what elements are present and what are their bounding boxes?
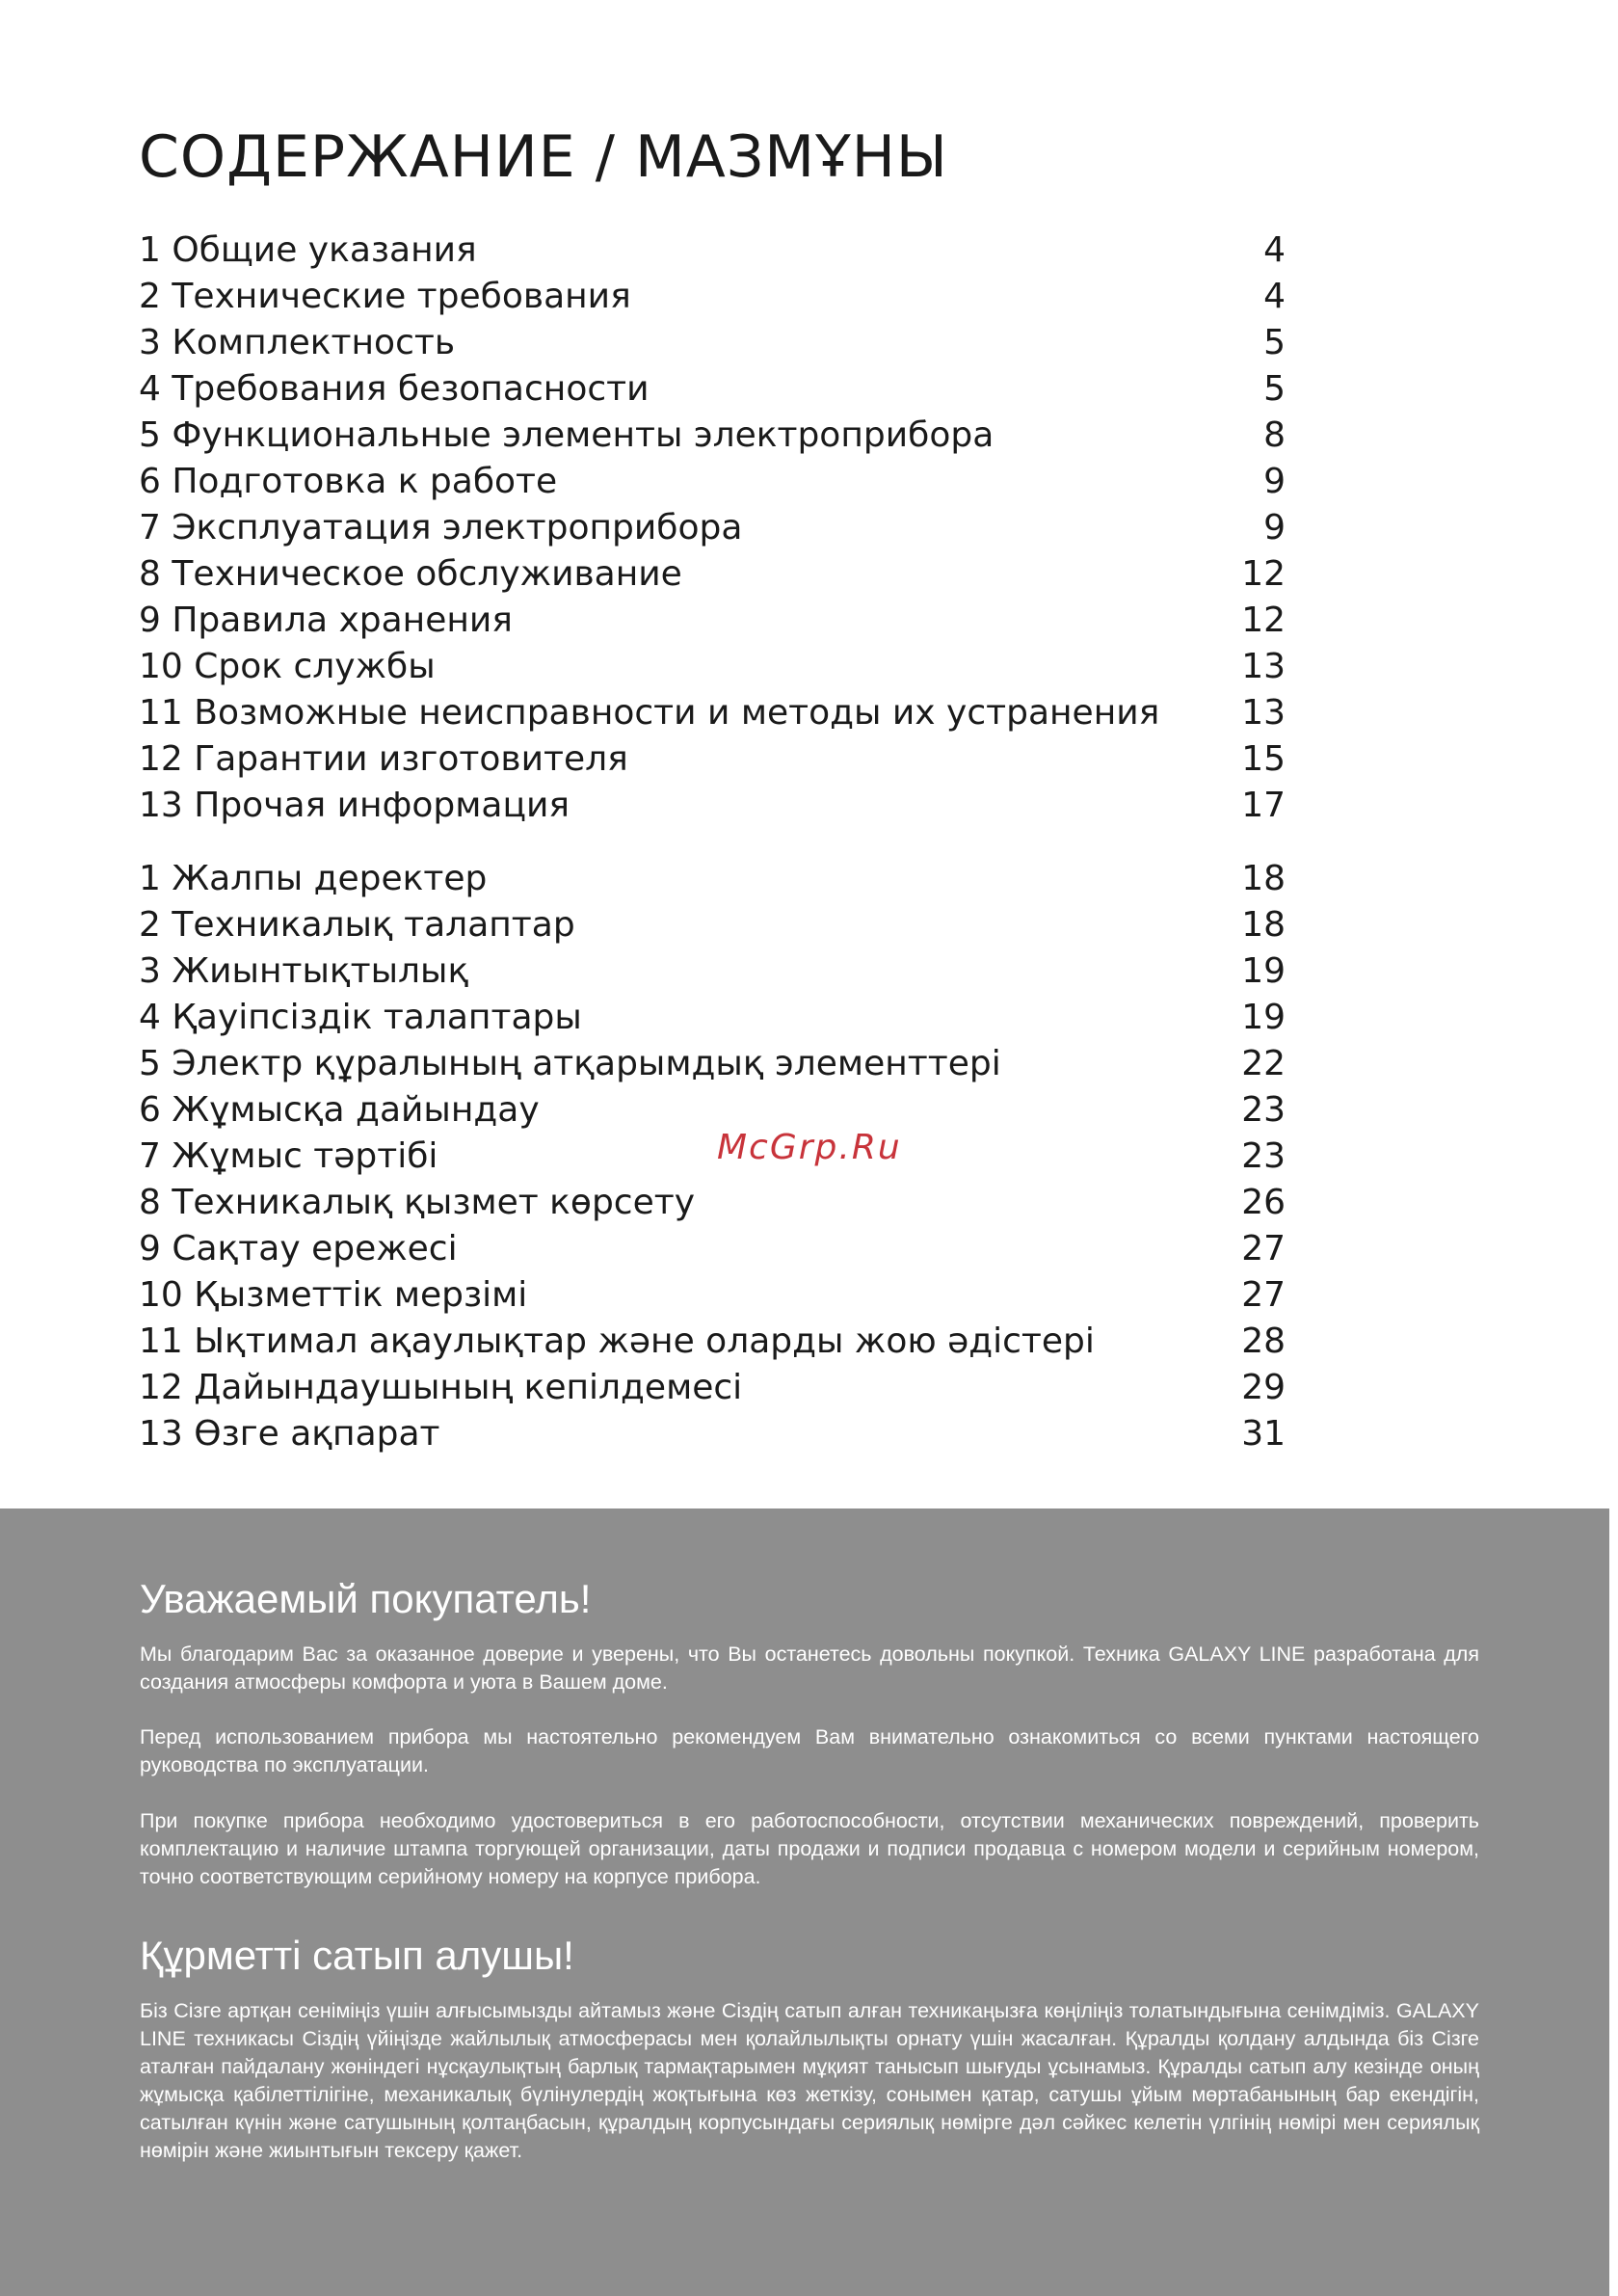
toc-page-number: 15: [1241, 739, 1286, 779]
toc-row: [139, 644, 1286, 690]
toc-row: [139, 1411, 1286, 1457]
toc-label: 4 Қауіпсіздік талаптары: [139, 998, 582, 1037]
page-edge-divider: [1609, 1508, 1618, 2296]
page-title: СОДЕРЖАНИЕ / МАЗМҰНЫ: [139, 123, 948, 191]
toc-row: [139, 1319, 1286, 1365]
toc-row: [139, 1180, 1286, 1226]
toc-row: [139, 1365, 1286, 1411]
toc-label: 10 Қызметтік мерзімі: [139, 1275, 528, 1315]
toc-page-number: 13: [1241, 647, 1286, 686]
paragraph-purchase-check-ru: При покупке прибора необходимо удостовериться в его работоспособности, отсутствии механических повреждений, проверить комплектацию и наличие штампа торгующей организации, даты продажи и подписи продавца с номером модели и серийным номером, точно соответствующим серийному номеру на корпусе прибора.: [140, 1809, 1479, 1888]
toc-label: 2 Технические требования: [139, 277, 631, 316]
toc-row: [139, 995, 1286, 1041]
toc-page-number: 19: [1241, 998, 1286, 1037]
toc-label: 8 Техникалық қызмет көрсету: [139, 1183, 696, 1222]
toc-label: 1 Общие указания: [139, 230, 477, 270]
toc-page-number: 12: [1241, 554, 1286, 594]
toc-label: 4 Требования безопасности: [139, 369, 650, 409]
toc-page-number: 18: [1241, 905, 1286, 945]
toc-row: [139, 227, 1286, 274]
toc-row: [139, 459, 1286, 505]
toc-page-number: 23: [1241, 1136, 1286, 1176]
toc-row: [139, 1134, 1286, 1180]
toc-label: 8 Техническое обслуживание: [139, 554, 682, 594]
paragraph-thanks-ru: Мы благодарим Вас за оказанное доверие и уверены, что Вы останетесь довольны покупкой. Техника GALAXY LINE разработана для создания атмосферы комфорта и уюта в Вашем доме.: [140, 1642, 1479, 1694]
toc-kazakh: [139, 856, 1286, 1457]
toc-label: 6 Подготовка к работе: [139, 462, 558, 501]
toc-row: [139, 320, 1286, 366]
toc-label: 5 Функциональные элементы электроприбора: [139, 415, 995, 455]
toc-label: 11 Возможные неисправности и методы их устранения: [139, 693, 1160, 733]
toc-row: [139, 948, 1286, 995]
toc-page-number: 4: [1263, 230, 1286, 270]
toc-label: 7 Эксплуатация электроприбора: [139, 508, 743, 547]
toc-label: 12 Гарантии изготовителя: [139, 739, 628, 779]
toc-row: [139, 1226, 1286, 1272]
paragraph-notice-kz: Біз Сізге артқан сеніміңіз үшін алғысымызды айтамыз және Сіздің сатып алған техникаңызға көңіліңіз толатындығына сенімдіміз. GALAXY LINE техникасы Сіздің үйіңізде жайлылық атмосферасы мен қолайлылықты орнату үшін жасалған. Құралды қолдану алдында біз Сізге аталған пайдалану жөніндегі нұсқаулықтың барлық тармақтарымен мұқият танысып шығуды ұсынамыз. Құралды сатып алу кезінде оның жұмысқа қабілеттілігіне, механикалық бүлінулердің жоқтығына көз жеткізу, сонымен қатар, сатушы ұйым мөртабанының бар екендігін, сатылған күнін және сатушының қолтаңбасын, құралдың корпусындағы сериялық нөмірге дәл сәйкес келетін үлгінің нөмірі мен сериялық нөмірін және жиынтығын тексеру қажет.: [140, 1999, 1479, 2162]
toc-row: [139, 274, 1286, 320]
toc-page-number: 8: [1263, 415, 1286, 455]
toc-row: [139, 902, 1286, 948]
toc-row: [139, 1087, 1286, 1134]
toc-label: 13 Өзге ақпарат: [139, 1414, 440, 1454]
toc-page-number: 13: [1241, 693, 1286, 733]
toc-russian: [139, 227, 1286, 829]
toc-page-number: 19: [1241, 951, 1286, 991]
customer-notice-panel: [0, 1508, 1618, 2296]
toc-label: 3 Жиынтықтылық: [139, 951, 469, 991]
toc-page-number: 23: [1241, 1090, 1286, 1130]
toc-page-number: 9: [1263, 462, 1286, 501]
toc-row: [139, 598, 1286, 644]
toc-page-number: 28: [1241, 1322, 1286, 1361]
toc-page-number: 29: [1241, 1368, 1286, 1407]
toc-label: 6 Жұмысқа дайындау: [139, 1090, 540, 1130]
toc-row: [139, 1272, 1286, 1319]
toc-label: 13 Прочая информация: [139, 786, 570, 825]
heading-dear-customer-ru: Уважаемый покупатель!: [140, 1576, 592, 1621]
toc-page-number: 9: [1263, 508, 1286, 547]
toc-label: 11 Ықтимал ақаулықтар және оларды жою әдістері: [139, 1322, 1095, 1361]
toc-label: 1 Жалпы деректер: [139, 859, 488, 898]
toc-row: [139, 505, 1286, 551]
toc-row: [139, 366, 1286, 413]
toc-label: 5 Электр құралының атқарымдық элементтері: [139, 1044, 1001, 1083]
toc-page-number: 17: [1241, 786, 1286, 825]
toc-page-number: 4: [1263, 277, 1286, 316]
toc-page-number: 22: [1241, 1044, 1286, 1083]
toc-row: [139, 413, 1286, 459]
toc-label: 9 Правила хранения: [139, 601, 513, 640]
toc-page-number: 5: [1263, 323, 1286, 362]
toc-label: 9 Сақтау ережесі: [139, 1229, 458, 1268]
toc-row: [139, 1041, 1286, 1087]
toc-row: [139, 551, 1286, 598]
toc-page-number: 5: [1263, 369, 1286, 409]
toc-row: [139, 690, 1286, 736]
watermark: McGrp.Ru: [717, 1128, 902, 1167]
toc-row: [139, 856, 1286, 902]
toc-row: [139, 736, 1286, 783]
toc-page-number: 18: [1241, 859, 1286, 898]
toc-page-number: 12: [1241, 601, 1286, 640]
toc-label: 7 Жұмыс тәртібі: [139, 1136, 438, 1176]
toc-page-number: 26: [1241, 1183, 1286, 1222]
toc-row: [139, 783, 1286, 829]
toc-label: 12 Дайындаушының кепілдемесі: [139, 1368, 743, 1407]
toc-label: 10 Срок службы: [139, 647, 436, 686]
toc-page-number: 27: [1241, 1229, 1286, 1268]
toc-page-number: 27: [1241, 1275, 1286, 1315]
toc-label: 2 Техникалық талаптар: [139, 905, 575, 945]
heading-dear-customer-kz: Құрметті сатып алушы!: [140, 1933, 574, 1978]
toc-label: 3 Комплектность: [139, 323, 456, 362]
paragraph-read-manual-ru: Перед использованием прибора мы настоятельно рекомендуем Вам внимательно ознакомиться со всеми пунктами настоящего руководства по эксплуатации.: [140, 1725, 1479, 1776]
toc-page-number: 31: [1241, 1414, 1286, 1454]
